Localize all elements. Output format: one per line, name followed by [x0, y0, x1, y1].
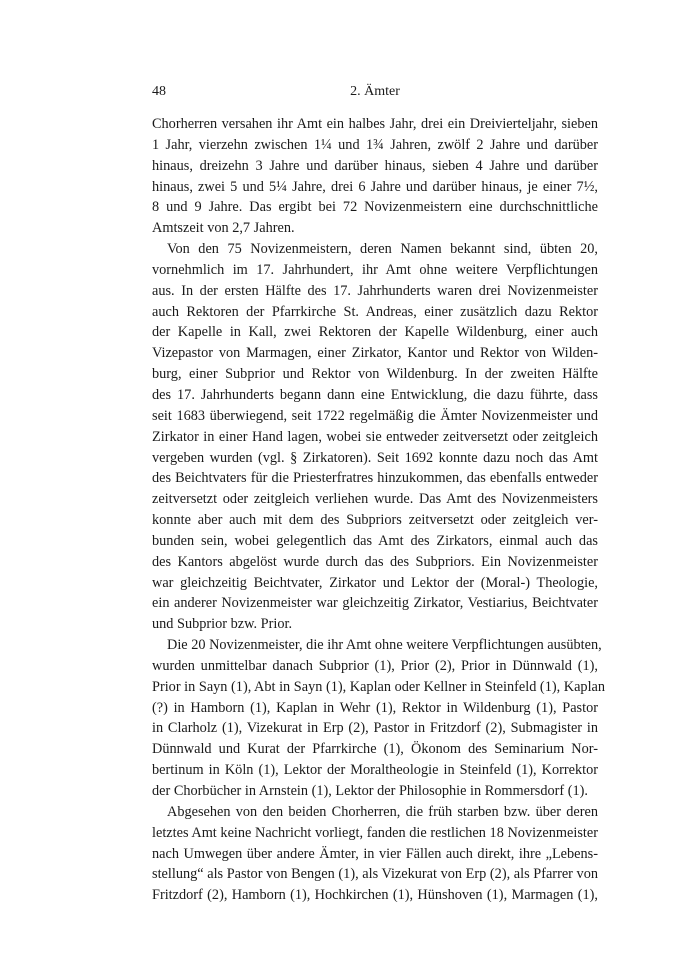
text-line: Chorherren versahen ihr Amt ein halbes Jahr, drei ein Dreivierteljahr, sieben — [152, 116, 598, 132]
text-line: vergeben wurden (vgl. § Zirkatoren). Seit 1692 konnte dazu noch das Amt — [152, 449, 598, 466]
text-line: letztes Amt keine Nachricht vorliegt, fanden die restlichen 18 Novizenmeister — [152, 824, 598, 841]
text-line: des 17. Jahrhunderts begann dann eine Entwicklung, die dazu führte, dass — [152, 386, 598, 403]
text-line: Abgesehen von den beiden Chorherren, die früh starben bzw. über deren — [167, 803, 598, 820]
paragraph — [152, 635, 606, 802]
text-line: nach Umwegen über andere Ämter, in vier Fällen auch direkt, ihre „Lebens- — [152, 845, 598, 862]
text-line: 8 und 9 Jahre. Das ergibt bei 72 Novizenmeistern eine durchschnittliche — [152, 199, 598, 216]
text-line: auch Rektoren der Pfarrkirche St. Andreas, einer zusätzlich dazu Rektor — [152, 303, 598, 320]
text-line: Die 20 Novizenmeister, die ihr Amt ohne weitere Verpflichtungen ausübten, — [167, 637, 602, 654]
text-line: und Subprior bzw. Prior. — [152, 616, 293, 633]
text-line: hinaus, dreizehn 3 Jahre und darüber hinaus, sieben 4 Jahre und darüber — [152, 157, 598, 174]
text-line: des Kantors abgelöst wurde durch das des Subpriors. Ein Novizenmeister — [152, 553, 598, 570]
paragraph — [152, 114, 598, 239]
text-line: bertinum in Köln (1), Lektor der Moraltheologie in Steinfeld (1), Korrektor — [152, 762, 598, 779]
paragraph — [152, 802, 598, 906]
text-line: 1 Jahr, vierzehn zwischen 1¼ und 1¾ Jahren, zwölf 2 Jahre und darüber — [152, 136, 598, 153]
text-line: Vizepastor von Marmagen, einer Zirkator, Kantor und Rektor von Wilden- — [152, 345, 598, 362]
text-line: in Clarholz (1), Vizekurat in Erp (2), Pastor in Fritzdorf (2), Submagister in — [152, 720, 598, 737]
running-head — [152, 84, 598, 104]
page-number: 48 — [152, 84, 166, 99]
text-line: Zirkator in einer Hand lagen, wobei sie entweder zeitversetzt oder zeitgleich — [152, 428, 598, 445]
text-line: zeitversetzt oder zeitgleich verliehen wurde. Das Amt des Novizenmeisters — [152, 491, 598, 508]
paragraph — [152, 239, 598, 635]
text-line: der Kapelle in Kall, zwei Rektoren der Kapelle Wildenburg, einer auch — [152, 324, 598, 341]
text-line: Von den 75 Novizenmeistern, deren Namen bekannt sind, übten 20, — [167, 241, 598, 258]
text-line: vornehmlich im 17. Jahrhundert, ihr Amt ohne weitere Verpflichtungen — [152, 261, 598, 278]
text-line: hinaus, zwei 5 und 5¼ Jahre, drei 6 Jahre und darüber hinaus, je einer 7½, — [152, 178, 598, 195]
text-line: Fritzdorf (2), Hamborn (1), Hochkirchen (1), Hünshoven (1), Marmagen (1), — [152, 887, 598, 904]
text-line: burg, einer Subprior und Rektor von Wildenburg. In der zweiten Hälfte — [152, 366, 598, 383]
text-line: war gleichzeitig Beichtvater, Zirkator und Lektor der (Moral-) Theologie, — [152, 574, 598, 591]
text-line: bunden sein, wobei gelegentlich das Amt des Zirkators, einmal auch das — [152, 532, 598, 549]
text-line: Prior in Sayn (1), Abt in Sayn (1), Kaplan oder Kellner in Steinfeld (1), Kaplan — [152, 678, 606, 695]
chapter-title: 2. Ämter — [350, 84, 400, 99]
text-line: (?) in Hamborn (1), Kaplan in Wehr (1), Rektor in Wildenburg (1), Pastor — [152, 699, 598, 716]
body-text — [152, 114, 606, 906]
text-line: Dünnwald und Kurat der Pfarrkirche (1), Ökonom des Seminarium Nor- — [152, 741, 598, 758]
text-line: ein anderer Novizenmeister war gleichzeitig Zirkator, Vestiarius, Beichtvater — [152, 595, 598, 612]
text-line: des Beichtvaters für die Priesterfratres hinzukommen, das ebenfalls entweder — [152, 470, 598, 487]
text-line: wurden unmittelbar danach Subprior (1), Prior (2), Prior in Dünnwald (1), — [152, 657, 598, 674]
text-line: Amtszeit von 2,7 Jahren. — [152, 220, 295, 237]
text-line: der Chorbücher in Arnstein (1), Lektor der Philosophie in Rommersdorf (1). — [152, 783, 588, 799]
text-line: stellung“ als Pastor von Bengen (1), als Vizekurat von Erp (2), als Pfarrer von — [152, 866, 598, 883]
text-line: aus. In der ersten Hälfte des 17. Jahrhunderts waren drei Novizenmeister — [152, 282, 598, 299]
text-line: seit 1683 überwiegend, seit 1722 regelmäßig die Ämter Novizenmeister und — [152, 407, 598, 424]
text-line: konnte aber auch mit dem des Subpriors zeitversetzt oder zeitgleich ver- — [152, 512, 598, 529]
